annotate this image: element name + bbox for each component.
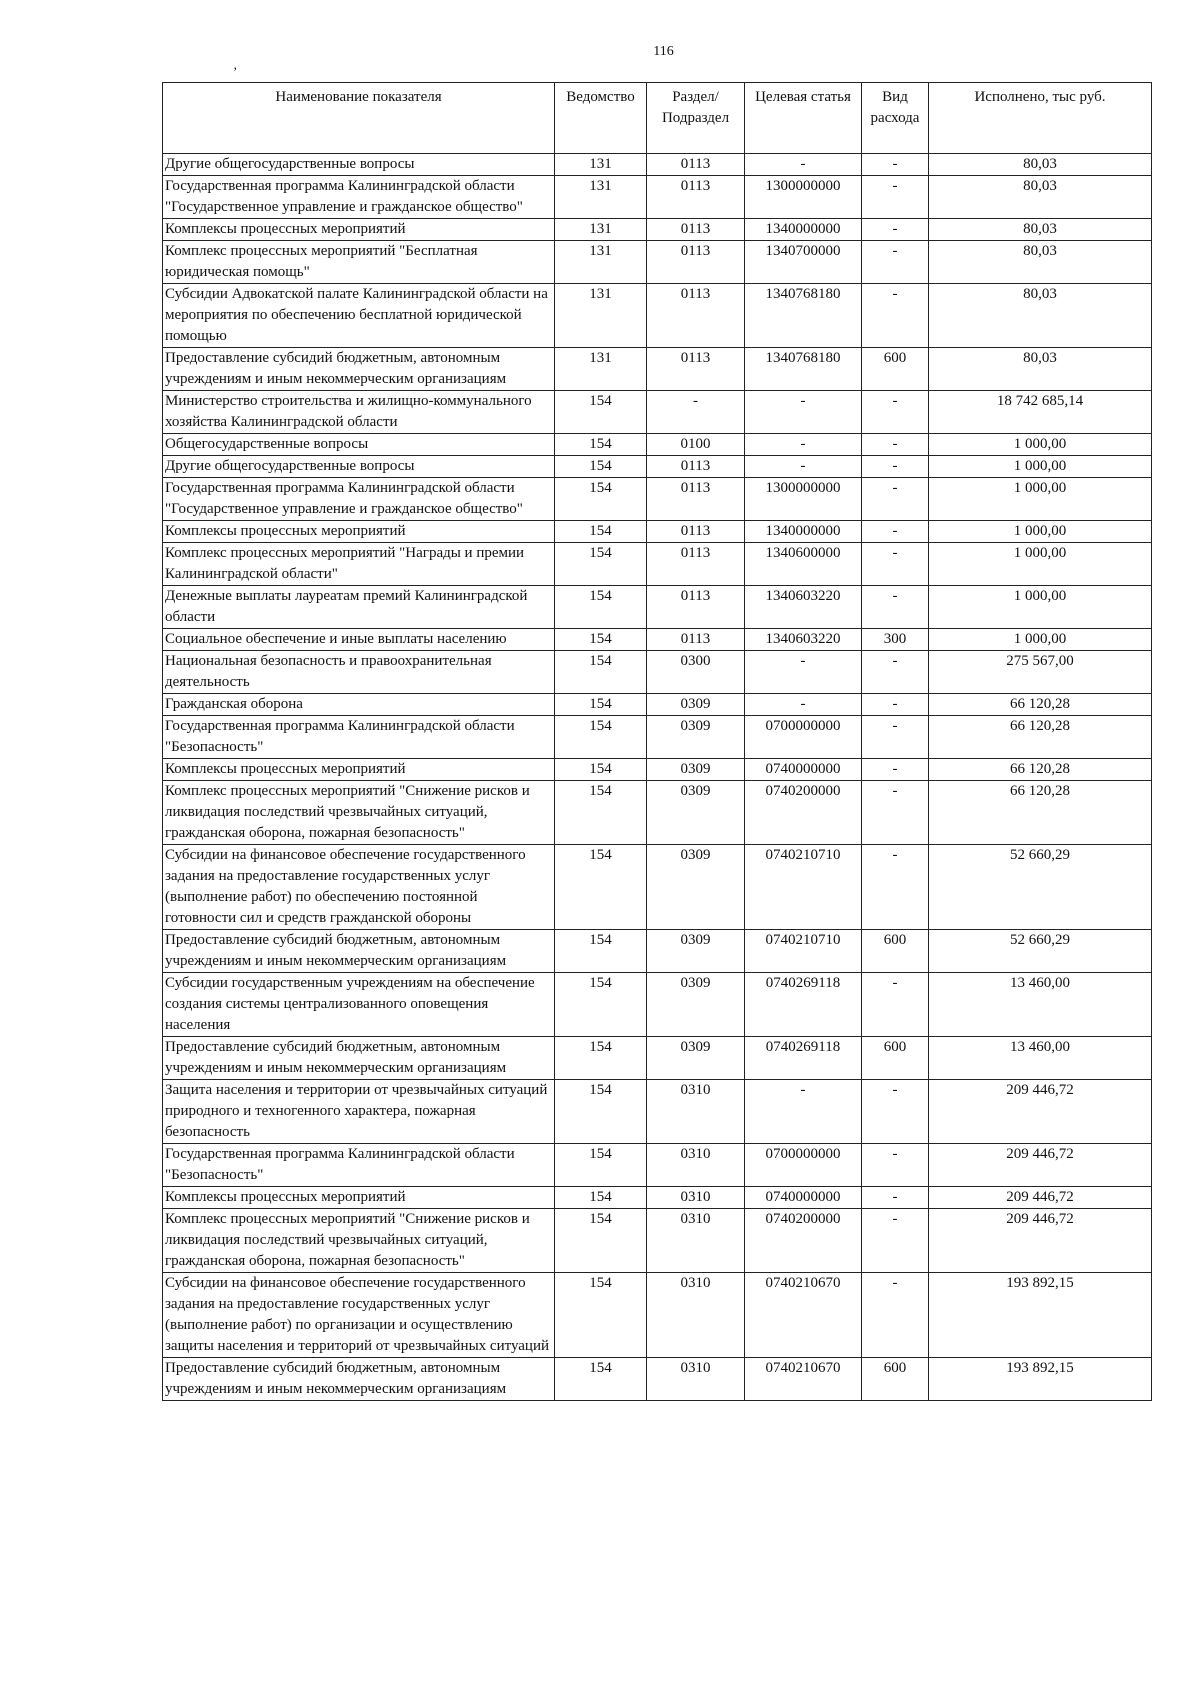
cell-expense-type: - bbox=[862, 781, 929, 845]
table-row bbox=[163, 586, 1152, 629]
cell-section: 0310 bbox=[647, 1080, 745, 1144]
cell-name: Государственная программа Калининградской области "Безопасность" bbox=[163, 1144, 555, 1187]
cell-dept: 154 bbox=[555, 543, 647, 586]
cell-expense-type: - bbox=[862, 1209, 929, 1273]
table-row bbox=[163, 154, 1152, 176]
cell-expense-type: - bbox=[862, 176, 929, 219]
cell-expense-type: - bbox=[862, 543, 929, 586]
cell-section: 0113 bbox=[647, 348, 745, 391]
cell-section: 0309 bbox=[647, 759, 745, 781]
cell-amount: 52 660,29 bbox=[929, 845, 1152, 930]
header-expense-type: Вид расхода bbox=[862, 83, 929, 154]
table-header-row bbox=[163, 83, 1152, 154]
cell-name: Предоставление субсидий бюджетным, автономным учреждениям и иным некоммерческим организациям bbox=[163, 348, 555, 391]
cell-section: 0309 bbox=[647, 930, 745, 973]
cell-expense-type: 600 bbox=[862, 930, 929, 973]
cell-dept: 154 bbox=[555, 434, 647, 456]
cell-expense-type: - bbox=[862, 521, 929, 543]
cell-target: 1340000000 bbox=[745, 521, 862, 543]
table-row bbox=[163, 543, 1152, 586]
cell-dept: 154 bbox=[555, 629, 647, 651]
cell-amount: 80,03 bbox=[929, 241, 1152, 284]
cell-section: 0309 bbox=[647, 1037, 745, 1080]
cell-target: - bbox=[745, 694, 862, 716]
cell-expense-type: - bbox=[862, 651, 929, 694]
cell-amount: 13 460,00 bbox=[929, 1037, 1152, 1080]
cell-expense-type: - bbox=[862, 391, 929, 434]
cell-name: Субсидии на финансовое обеспечение государственного задания на предоставление государственных услуг (выполнение работ) по организации и осуществлению защиты населения и территорий от чрезвычайных ситуаций bbox=[163, 1273, 555, 1358]
cell-dept: 154 bbox=[555, 759, 647, 781]
cell-target: 0740000000 bbox=[745, 759, 862, 781]
cell-expense-type: - bbox=[862, 973, 929, 1037]
cell-expense-type: - bbox=[862, 1144, 929, 1187]
table-row bbox=[163, 845, 1152, 930]
cell-target: - bbox=[745, 434, 862, 456]
cell-expense-type: 600 bbox=[862, 348, 929, 391]
cell-amount: 209 446,72 bbox=[929, 1080, 1152, 1144]
table-row bbox=[163, 478, 1152, 521]
cell-section: 0310 bbox=[647, 1144, 745, 1187]
cell-dept: 154 bbox=[555, 586, 647, 629]
cell-section: 0113 bbox=[647, 478, 745, 521]
cell-amount: 1 000,00 bbox=[929, 543, 1152, 586]
cell-section: 0113 bbox=[647, 521, 745, 543]
table-row bbox=[163, 521, 1152, 543]
cell-dept: 154 bbox=[555, 781, 647, 845]
cell-name: Комплекс процессных мероприятий "Снижение рисков и ликвидация последствий чрезвычайных ситуаций, гражданская оборона, пожарная безопасность" bbox=[163, 1209, 555, 1273]
cell-section: 0113 bbox=[647, 456, 745, 478]
cell-target: 1340768180 bbox=[745, 284, 862, 348]
cell-section: 0309 bbox=[647, 716, 745, 759]
cell-target: 1340603220 bbox=[745, 629, 862, 651]
cell-name: Комплексы процессных мероприятий bbox=[163, 219, 555, 241]
cell-target: 1300000000 bbox=[745, 176, 862, 219]
cell-target: 0740200000 bbox=[745, 1209, 862, 1273]
cell-name: Социальное обеспечение и иные выплаты населению bbox=[163, 629, 555, 651]
cell-dept: 154 bbox=[555, 845, 647, 930]
cell-target: 0740210710 bbox=[745, 930, 862, 973]
cell-dept: 154 bbox=[555, 1037, 647, 1080]
cell-name: Денежные выплаты лауреатам премий Калининградской области bbox=[163, 586, 555, 629]
table-row bbox=[163, 176, 1152, 219]
cell-name: Комплекс процессных мероприятий "Бесплатная юридическая помощь" bbox=[163, 241, 555, 284]
cell-target: 0740210670 bbox=[745, 1358, 862, 1401]
cell-dept: 154 bbox=[555, 1080, 647, 1144]
cell-expense-type: - bbox=[862, 586, 929, 629]
cell-target: - bbox=[745, 456, 862, 478]
cell-dept: 154 bbox=[555, 391, 647, 434]
cell-section: 0113 bbox=[647, 176, 745, 219]
cell-expense-type: - bbox=[862, 716, 929, 759]
cell-section: 0113 bbox=[647, 543, 745, 586]
cell-dept: 154 bbox=[555, 1273, 647, 1358]
cell-dept: 154 bbox=[555, 478, 647, 521]
cell-dept: 154 bbox=[555, 1209, 647, 1273]
table-row bbox=[163, 348, 1152, 391]
cell-expense-type: - bbox=[862, 694, 929, 716]
cell-section: 0310 bbox=[647, 1273, 745, 1358]
table-row bbox=[163, 1209, 1152, 1273]
cell-section: 0310 bbox=[647, 1358, 745, 1401]
cell-amount: 18 742 685,14 bbox=[929, 391, 1152, 434]
cell-name: Субсидии на финансовое обеспечение государственного задания на предоставление государственных услуг (выполнение работ) по обеспечению постоянной готовности сил и средств гражданской обороны bbox=[163, 845, 555, 930]
cell-amount: 80,03 bbox=[929, 284, 1152, 348]
cell-section: 0113 bbox=[647, 284, 745, 348]
cell-target: 0740269118 bbox=[745, 973, 862, 1037]
cell-section: 0113 bbox=[647, 629, 745, 651]
cell-expense-type: - bbox=[862, 241, 929, 284]
cell-name: Комплексы процессных мероприятий bbox=[163, 759, 555, 781]
cell-target: 0700000000 bbox=[745, 1144, 862, 1187]
cell-dept: 131 bbox=[555, 154, 647, 176]
table-row bbox=[163, 930, 1152, 973]
cell-section: - bbox=[647, 391, 745, 434]
table-row bbox=[163, 716, 1152, 759]
header-target: Целевая статья bbox=[745, 83, 862, 154]
header-executed: Исполнено, тыс руб. bbox=[929, 83, 1152, 154]
cell-amount: 80,03 bbox=[929, 219, 1152, 241]
cell-dept: 154 bbox=[555, 716, 647, 759]
cell-target: - bbox=[745, 154, 862, 176]
table-row bbox=[163, 1273, 1152, 1358]
cell-section: 0113 bbox=[647, 241, 745, 284]
cell-dept: 154 bbox=[555, 930, 647, 973]
cell-amount: 193 892,15 bbox=[929, 1358, 1152, 1401]
cell-target: - bbox=[745, 651, 862, 694]
cell-expense-type: - bbox=[862, 845, 929, 930]
cell-target: 0740210670 bbox=[745, 1273, 862, 1358]
cell-expense-type: - bbox=[862, 456, 929, 478]
cell-expense-type: - bbox=[862, 759, 929, 781]
header-dept: Ведомство bbox=[555, 83, 647, 154]
cell-amount: 52 660,29 bbox=[929, 930, 1152, 973]
cell-name: Комплекс процессных мероприятий "Награды и премии Калининградской области" bbox=[163, 543, 555, 586]
cell-name: Государственная программа Калининградской области "Государственное управление и гражданское общество" bbox=[163, 176, 555, 219]
cell-name: Субсидии Адвокатской палате Калининградской области на мероприятия по обеспечению бесплатной юридической помощью bbox=[163, 284, 555, 348]
cell-expense-type: - bbox=[862, 284, 929, 348]
table-row bbox=[163, 391, 1152, 434]
budget-execution-table bbox=[162, 82, 1152, 1401]
cell-expense-type: - bbox=[862, 1187, 929, 1209]
cell-section: 0113 bbox=[647, 154, 745, 176]
page-number: 116 bbox=[653, 44, 674, 59]
cell-dept: 131 bbox=[555, 219, 647, 241]
cell-target: 0740210710 bbox=[745, 845, 862, 930]
cell-dept: 131 bbox=[555, 241, 647, 284]
cell-name: Субсидии государственным учреждениям на обеспечение создания системы централизованного оповещения населения bbox=[163, 973, 555, 1037]
cell-dept: 154 bbox=[555, 521, 647, 543]
cell-dept: 154 bbox=[555, 1358, 647, 1401]
cell-name: Государственная программа Калининградской области "Государственное управление и гражданское общество" bbox=[163, 478, 555, 521]
cell-amount: 209 446,72 bbox=[929, 1144, 1152, 1187]
table-row bbox=[163, 651, 1152, 694]
table-row bbox=[163, 629, 1152, 651]
table-row bbox=[163, 1358, 1152, 1401]
cell-amount: 66 120,28 bbox=[929, 759, 1152, 781]
table-row bbox=[163, 1080, 1152, 1144]
cell-dept: 154 bbox=[555, 973, 647, 1037]
scan-tick-mark: ʼ bbox=[233, 64, 238, 79]
cell-name: Комплексы процессных мероприятий bbox=[163, 521, 555, 543]
cell-name: Защита населения и территории от чрезвычайных ситуаций природного и техногенного характера, пожарная безопасность bbox=[163, 1080, 555, 1144]
cell-amount: 80,03 bbox=[929, 348, 1152, 391]
cell-name: Предоставление субсидий бюджетным, автономным учреждениям и иным некоммерческим организациям bbox=[163, 1037, 555, 1080]
cell-target: - bbox=[745, 391, 862, 434]
table-row bbox=[163, 284, 1152, 348]
cell-amount: 1 000,00 bbox=[929, 456, 1152, 478]
cell-target: 1340768180 bbox=[745, 348, 862, 391]
cell-expense-type: 600 bbox=[862, 1358, 929, 1401]
cell-expense-type: 300 bbox=[862, 629, 929, 651]
cell-target: - bbox=[745, 1080, 862, 1144]
cell-target: 1340700000 bbox=[745, 241, 862, 284]
cell-name: Предоставление субсидий бюджетным, автономным учреждениям и иным некоммерческим организациям bbox=[163, 930, 555, 973]
cell-amount: 1 000,00 bbox=[929, 478, 1152, 521]
table-row bbox=[163, 1144, 1152, 1187]
cell-name: Национальная безопасность и правоохранительная деятельность bbox=[163, 651, 555, 694]
cell-amount: 13 460,00 bbox=[929, 973, 1152, 1037]
cell-dept: 154 bbox=[555, 694, 647, 716]
table-row bbox=[163, 781, 1152, 845]
cell-section: 0310 bbox=[647, 1209, 745, 1273]
cell-dept: 131 bbox=[555, 284, 647, 348]
table-row bbox=[163, 1187, 1152, 1209]
table-body bbox=[163, 154, 1152, 1401]
cell-dept: 154 bbox=[555, 651, 647, 694]
table-row bbox=[163, 694, 1152, 716]
cell-amount: 1 000,00 bbox=[929, 434, 1152, 456]
cell-amount: 66 120,28 bbox=[929, 716, 1152, 759]
cell-section: 0113 bbox=[647, 219, 745, 241]
cell-target: 0740200000 bbox=[745, 781, 862, 845]
cell-expense-type: - bbox=[862, 478, 929, 521]
table-row bbox=[163, 973, 1152, 1037]
cell-target: 0740000000 bbox=[745, 1187, 862, 1209]
table-row bbox=[163, 456, 1152, 478]
cell-amount: 66 120,28 bbox=[929, 781, 1152, 845]
cell-expense-type: - bbox=[862, 1273, 929, 1358]
cell-amount: 66 120,28 bbox=[929, 694, 1152, 716]
cell-expense-type: - bbox=[862, 434, 929, 456]
cell-dept: 131 bbox=[555, 176, 647, 219]
cell-section: 0113 bbox=[647, 586, 745, 629]
cell-amount: 275 567,00 bbox=[929, 651, 1152, 694]
cell-target: 1340000000 bbox=[745, 219, 862, 241]
table-row bbox=[163, 1037, 1152, 1080]
table-row bbox=[163, 434, 1152, 456]
cell-expense-type: - bbox=[862, 154, 929, 176]
table-row bbox=[163, 759, 1152, 781]
cell-amount: 1 000,00 bbox=[929, 586, 1152, 629]
cell-target: 0700000000 bbox=[745, 716, 862, 759]
cell-name: Другие общегосударственные вопросы bbox=[163, 154, 555, 176]
header-name: Наименование показателя bbox=[163, 83, 555, 154]
cell-name: Министерство строительства и жилищно-коммунального хозяйства Калининградской области bbox=[163, 391, 555, 434]
cell-name: Другие общегосударственные вопросы bbox=[163, 456, 555, 478]
cell-expense-type: 600 bbox=[862, 1037, 929, 1080]
cell-target: 0740269118 bbox=[745, 1037, 862, 1080]
cell-name: Общегосударственные вопросы bbox=[163, 434, 555, 456]
cell-section: 0309 bbox=[647, 973, 745, 1037]
cell-section: 0300 bbox=[647, 651, 745, 694]
cell-section: 0309 bbox=[647, 845, 745, 930]
cell-amount: 80,03 bbox=[929, 154, 1152, 176]
header-section: Раздел/ Подраздел bbox=[647, 83, 745, 154]
cell-section: 0100 bbox=[647, 434, 745, 456]
cell-amount: 209 446,72 bbox=[929, 1187, 1152, 1209]
table-row bbox=[163, 241, 1152, 284]
cell-dept: 154 bbox=[555, 1187, 647, 1209]
cell-dept: 154 bbox=[555, 456, 647, 478]
cell-section: 0310 bbox=[647, 1187, 745, 1209]
cell-section: 0309 bbox=[647, 781, 745, 845]
table-row bbox=[163, 219, 1152, 241]
cell-target: 1340603220 bbox=[745, 586, 862, 629]
cell-amount: 209 446,72 bbox=[929, 1209, 1152, 1273]
cell-target: 1300000000 bbox=[745, 478, 862, 521]
cell-amount: 1 000,00 bbox=[929, 629, 1152, 651]
cell-name: Гражданская оборона bbox=[163, 694, 555, 716]
cell-amount: 1 000,00 bbox=[929, 521, 1152, 543]
cell-section: 0309 bbox=[647, 694, 745, 716]
cell-name: Государственная программа Калининградской области "Безопасность" bbox=[163, 716, 555, 759]
cell-name: Комплексы процессных мероприятий bbox=[163, 1187, 555, 1209]
cell-name: Комплекс процессных мероприятий "Снижение рисков и ликвидация последствий чрезвычайных ситуаций, гражданская оборона, пожарная безопасность" bbox=[163, 781, 555, 845]
cell-amount: 193 892,15 bbox=[929, 1273, 1152, 1358]
cell-expense-type: - bbox=[862, 1080, 929, 1144]
cell-amount: 80,03 bbox=[929, 176, 1152, 219]
cell-target: 1340600000 bbox=[745, 543, 862, 586]
cell-name: Предоставление субсидий бюджетным, автономным учреждениям и иным некоммерческим организациям bbox=[163, 1358, 555, 1401]
cell-dept: 154 bbox=[555, 1144, 647, 1187]
cell-dept: 131 bbox=[555, 348, 647, 391]
cell-expense-type: - bbox=[862, 219, 929, 241]
